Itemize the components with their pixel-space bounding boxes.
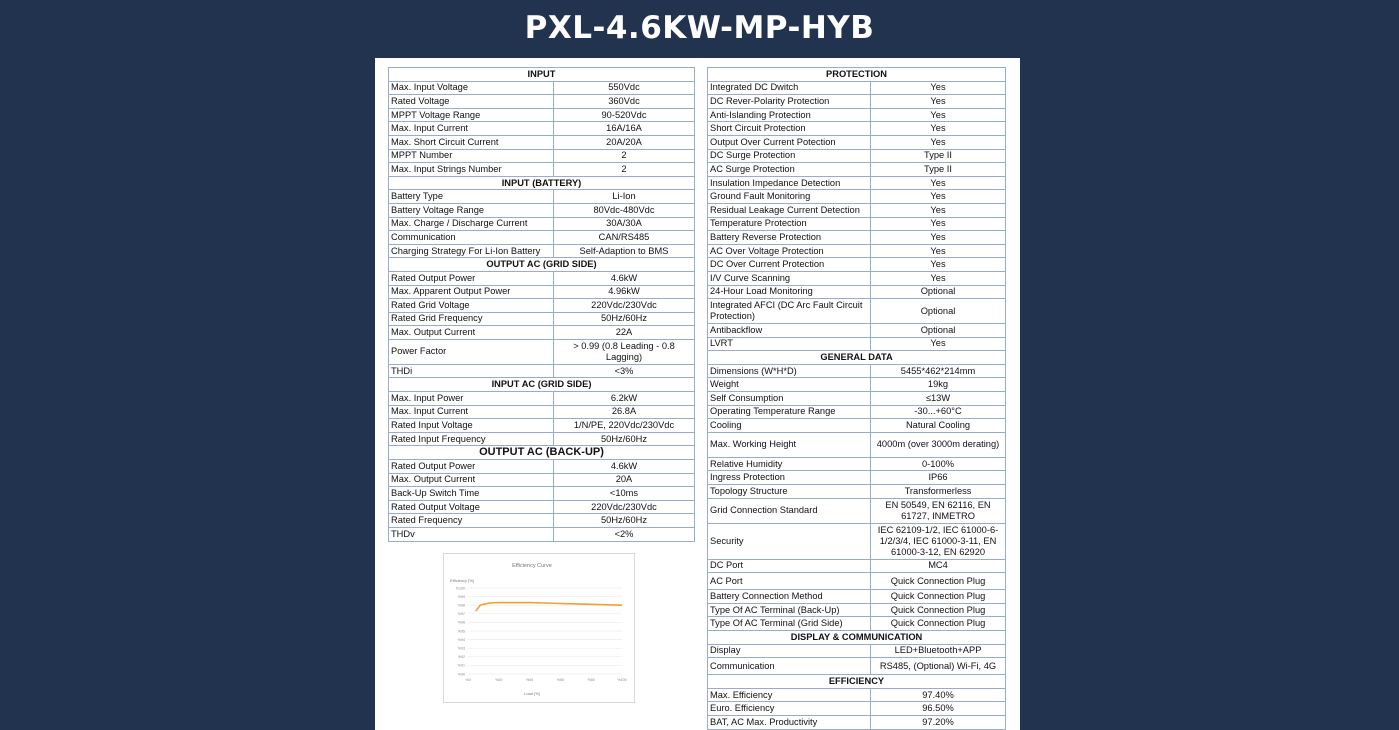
spec-label: Max. Input Current bbox=[389, 122, 554, 136]
spec-label: THDi bbox=[389, 364, 554, 378]
section-heading: INPUT AC (GRID SIDE) bbox=[389, 378, 695, 392]
spec-row bbox=[389, 244, 695, 258]
spec-label: Rated Output Power bbox=[389, 460, 554, 474]
spec-value: Optional bbox=[871, 299, 1006, 324]
spec-label: Max. Short Circuit Current bbox=[389, 135, 554, 149]
spec-value: Quick Connection Plug bbox=[871, 603, 1006, 617]
spec-label: Max. Output Current bbox=[389, 473, 554, 487]
spec-value: LED+Bluetooth+APP bbox=[871, 644, 1006, 658]
spec-value: <3% bbox=[554, 364, 695, 378]
spec-value: 20A bbox=[554, 473, 695, 487]
spec-value: 80Vdc-480Vdc bbox=[554, 203, 695, 217]
spec-row bbox=[389, 405, 695, 419]
spec-label: Power Factor bbox=[389, 339, 554, 364]
spec-row bbox=[389, 326, 695, 340]
spec-row bbox=[708, 658, 1006, 675]
spec-label: Max. Output Current bbox=[389, 326, 554, 340]
spec-value: Yes bbox=[871, 217, 1006, 231]
spec-table-right bbox=[707, 67, 1006, 730]
spec-label: AC Port bbox=[708, 573, 871, 590]
spec-value: 550Vdc bbox=[554, 81, 695, 95]
spec-value: Quick Connection Plug bbox=[871, 617, 1006, 631]
chart-y-tick-label: %90 bbox=[457, 672, 465, 677]
spec-row bbox=[389, 135, 695, 149]
spec-row bbox=[708, 203, 1006, 217]
spec-value: Yes bbox=[871, 337, 1006, 351]
spec-value: <10ms bbox=[554, 487, 695, 501]
spec-row bbox=[389, 108, 695, 122]
spec-label: Max. Input Voltage bbox=[389, 81, 554, 95]
chart-x-tick-label: %60 bbox=[556, 678, 565, 682]
spec-label: Max. Working Height bbox=[708, 432, 871, 457]
spec-label: Insulation Impedance Detection bbox=[708, 176, 871, 190]
spec-row bbox=[708, 81, 1006, 95]
spec-label: Max. Efficiency bbox=[708, 688, 871, 702]
spec-label: DC Over Current Protection bbox=[708, 258, 871, 272]
spec-value: 97.20% bbox=[871, 715, 1006, 729]
spec-row bbox=[708, 523, 1006, 559]
spec-label: Temperature Protection bbox=[708, 217, 871, 231]
spec-value: 360Vdc bbox=[554, 95, 695, 109]
spec-row bbox=[708, 244, 1006, 258]
spec-row bbox=[708, 457, 1006, 471]
spec-label: Max. Input Strings Number bbox=[389, 163, 554, 177]
spec-value: 50Hz/60Hz bbox=[554, 514, 695, 528]
spec-row bbox=[708, 498, 1006, 523]
spec-row bbox=[708, 603, 1006, 617]
spec-value: <2% bbox=[554, 528, 695, 542]
section-heading-row bbox=[708, 68, 1006, 82]
spec-value: Yes bbox=[871, 108, 1006, 122]
spec-label: AC Surge Protection bbox=[708, 163, 871, 177]
spec-value: MC4 bbox=[871, 559, 1006, 573]
spec-row bbox=[708, 149, 1006, 163]
spec-label: Output Over Current Potection bbox=[708, 135, 871, 149]
spec-row bbox=[389, 312, 695, 326]
spec-row bbox=[389, 432, 695, 446]
spec-row bbox=[708, 573, 1006, 590]
spec-value: 50Hz/60Hz bbox=[554, 432, 695, 446]
spec-value: Natural Cooling bbox=[871, 419, 1006, 433]
spec-row bbox=[389, 217, 695, 231]
section-heading-row bbox=[708, 631, 1006, 645]
section-heading-row bbox=[708, 675, 1006, 689]
spec-value: Optional bbox=[871, 285, 1006, 299]
spec-row bbox=[389, 299, 695, 313]
section-heading: OUTPUT AC (BACK-UP) bbox=[389, 446, 695, 460]
chart-y-tick-label: %92 bbox=[457, 655, 465, 660]
section-heading-row bbox=[708, 351, 1006, 365]
spec-label: Max. Input Current bbox=[389, 405, 554, 419]
spec-label: Rated Input Voltage bbox=[389, 419, 554, 433]
spec-label: THDv bbox=[389, 528, 554, 542]
section-heading: DISPLAY & COMMUNICATION bbox=[708, 631, 1006, 645]
spec-label: Rated Output Power bbox=[389, 271, 554, 285]
spec-label: Communication bbox=[389, 231, 554, 245]
spec-row bbox=[389, 163, 695, 177]
spec-value: Quick Connection Plug bbox=[871, 590, 1006, 604]
spec-label: Cooling bbox=[708, 419, 871, 433]
spec-value: CAN/RS485 bbox=[554, 231, 695, 245]
spec-label: Integrated DC Dwitch bbox=[708, 81, 871, 95]
chart-y-tick-label: %99 bbox=[457, 594, 465, 599]
spec-row bbox=[708, 485, 1006, 499]
spec-value: 16A/16A bbox=[554, 122, 695, 136]
spec-label: Rated Input Frequency bbox=[389, 432, 554, 446]
spec-row bbox=[708, 337, 1006, 351]
spec-row bbox=[708, 702, 1006, 716]
spec-label: MPPT Voltage Range bbox=[389, 108, 554, 122]
spec-row bbox=[708, 285, 1006, 299]
spec-row bbox=[708, 95, 1006, 109]
spec-label: Grid Connection Standard bbox=[708, 498, 871, 523]
spec-value: 50Hz/60Hz bbox=[554, 312, 695, 326]
spec-value: 4000m (over 3000m derating) bbox=[871, 432, 1006, 457]
spec-value: 26.8A bbox=[554, 405, 695, 419]
spec-value: Yes bbox=[871, 122, 1006, 136]
spec-value: ≤13W bbox=[871, 392, 1006, 406]
chart-x-axis-label: Load [%] bbox=[524, 691, 540, 696]
spec-row bbox=[389, 95, 695, 109]
spec-value: Yes bbox=[871, 81, 1006, 95]
chart-x-tick-label: %40 bbox=[525, 678, 534, 682]
spec-value: RS485, (Optional) Wi-Fi, 4G bbox=[871, 658, 1006, 675]
spec-label: Display bbox=[708, 644, 871, 658]
spec-label: BAT, AC Max. Productivity bbox=[708, 715, 871, 729]
spec-label: LVRT bbox=[708, 337, 871, 351]
spec-row bbox=[708, 378, 1006, 392]
spec-value: > 0.99 (0.8 Leading - 0.8 Lagging) bbox=[554, 339, 695, 364]
spec-row bbox=[389, 500, 695, 514]
spec-value: 19kg bbox=[871, 378, 1006, 392]
spec-value: Yes bbox=[871, 95, 1006, 109]
spec-label: Euro. Efficiency bbox=[708, 702, 871, 716]
spec-label: Battery Voltage Range bbox=[389, 203, 554, 217]
spec-label: Operating Temperature Range bbox=[708, 405, 871, 419]
spec-row bbox=[708, 108, 1006, 122]
spec-label: Ground Fault Monitoring bbox=[708, 190, 871, 204]
spec-row bbox=[708, 405, 1006, 419]
spec-value: 4.6kW bbox=[554, 460, 695, 474]
spec-value: 220Vdc/230Vdc bbox=[554, 500, 695, 514]
spec-label: 24-Hour Load Monitoring bbox=[708, 285, 871, 299]
spec-row bbox=[389, 271, 695, 285]
spec-label: Max. Input Power bbox=[389, 392, 554, 406]
spec-label: MPPT Number bbox=[389, 149, 554, 163]
spec-value: 20A/20A bbox=[554, 135, 695, 149]
spec-value: 6.2kW bbox=[554, 392, 695, 406]
spec-value: 1/N/PE, 220Vdc/230Vdc bbox=[554, 419, 695, 433]
spec-row bbox=[389, 339, 695, 364]
spec-value: IEC 62109-1/2, IEC 61000-6-1/2/3/4, IEC 61000-3-11, EN 61000-3-12, EN 62920 bbox=[871, 523, 1006, 559]
section-heading: PROTECTION bbox=[708, 68, 1006, 82]
chart-y-tick-label: %98 bbox=[457, 603, 465, 608]
spec-value: Yes bbox=[871, 190, 1006, 204]
section-heading: INPUT (BATTERY) bbox=[389, 176, 695, 190]
chart-y-tick-label: %96 bbox=[457, 620, 465, 625]
chart-x-tick-label: %80 bbox=[587, 678, 595, 682]
spec-row bbox=[389, 392, 695, 406]
spec-value: 96.50% bbox=[871, 702, 1006, 716]
chart-y-tick-label: %91 bbox=[457, 663, 465, 668]
efficiency-curve-svg bbox=[444, 554, 634, 702]
spec-row bbox=[389, 528, 695, 542]
spec-row bbox=[389, 364, 695, 378]
spec-label: Ingress Protection bbox=[708, 471, 871, 485]
spec-label: Security bbox=[708, 523, 871, 559]
spec-label: Relative Humidity bbox=[708, 457, 871, 471]
spec-label: Battery Reverse Protection bbox=[708, 231, 871, 245]
spec-row bbox=[708, 231, 1006, 245]
spec-label: Type Of AC Terminal (Grid Side) bbox=[708, 617, 871, 631]
spec-row bbox=[389, 190, 695, 204]
spec-row bbox=[708, 617, 1006, 631]
spec-table-left bbox=[388, 67, 695, 542]
spec-value: 2 bbox=[554, 149, 695, 163]
spec-label: Residual Leakage Current Detection bbox=[708, 203, 871, 217]
spec-row bbox=[708, 324, 1006, 338]
spec-value: Yes bbox=[871, 176, 1006, 190]
spec-row bbox=[708, 432, 1006, 457]
spec-row bbox=[389, 514, 695, 528]
spec-value: Self-Adaption to BMS bbox=[554, 244, 695, 258]
spec-value: Yes bbox=[871, 244, 1006, 258]
spec-label: Max. Apparent Output Power bbox=[389, 285, 554, 299]
spec-value: 97.40% bbox=[871, 688, 1006, 702]
spec-label: I/V Curve Scanning bbox=[708, 271, 871, 285]
spec-label: Rated Grid Voltage bbox=[389, 299, 554, 313]
spec-value: Li-Ion bbox=[554, 190, 695, 204]
spec-row bbox=[708, 217, 1006, 231]
section-heading-row bbox=[389, 446, 695, 460]
spec-label: DC Surge Protection bbox=[708, 149, 871, 163]
spec-row bbox=[708, 258, 1006, 272]
spec-value: 0-100% bbox=[871, 457, 1006, 471]
spec-row bbox=[389, 460, 695, 474]
spec-value: Yes bbox=[871, 271, 1006, 285]
spec-label: Back-Up Switch Time bbox=[389, 487, 554, 501]
section-heading-row bbox=[389, 176, 695, 190]
spec-value: 90-520Vdc bbox=[554, 108, 695, 122]
spec-row bbox=[389, 203, 695, 217]
spec-label: Type Of AC Terminal (Back-Up) bbox=[708, 603, 871, 617]
spec-label: Max. Charge / Discharge Current bbox=[389, 217, 554, 231]
spec-row bbox=[708, 644, 1006, 658]
spec-label: Anti-Islanding Protection bbox=[708, 108, 871, 122]
spec-value: Yes bbox=[871, 231, 1006, 245]
spec-value: 220Vdc/230Vdc bbox=[554, 299, 695, 313]
spec-row bbox=[389, 473, 695, 487]
spec-label: Short Circuit Protection bbox=[708, 122, 871, 136]
spec-value: Type II bbox=[871, 163, 1006, 177]
chart-title: Efficiency Curve bbox=[512, 563, 552, 569]
spec-row bbox=[708, 122, 1006, 136]
spec-label: Rated Grid Frequency bbox=[389, 312, 554, 326]
spec-value: Yes bbox=[871, 203, 1006, 217]
section-heading-row bbox=[389, 258, 695, 272]
chart-y-tick-label: %94 bbox=[457, 637, 465, 642]
spec-value: 2 bbox=[554, 163, 695, 177]
spec-row bbox=[389, 81, 695, 95]
spec-value: 22A bbox=[554, 326, 695, 340]
spec-value: 5455*462*214mm bbox=[871, 364, 1006, 378]
spec-row bbox=[708, 715, 1006, 729]
spec-label: AC Over Voltage Protection bbox=[708, 244, 871, 258]
spec-label: DC Rever-Polarity Protection bbox=[708, 95, 871, 109]
spec-label: Integrated AFCI (DC Arc Fault Circuit Protection) bbox=[708, 299, 871, 324]
spec-value: Transformerless bbox=[871, 485, 1006, 499]
spec-row bbox=[708, 392, 1006, 406]
spec-label: Dimensions (W*H*D) bbox=[708, 364, 871, 378]
section-heading: EFFICIENCY bbox=[708, 675, 1006, 689]
spec-row bbox=[389, 487, 695, 501]
spec-label: Rated Voltage bbox=[389, 95, 554, 109]
chart-y-tick-label: %93 bbox=[457, 646, 465, 651]
spec-label: Topology Structure bbox=[708, 485, 871, 499]
chart-y-tick-label: %100 bbox=[455, 586, 465, 591]
spec-label: Rated Frequency bbox=[389, 514, 554, 528]
spec-value: IP66 bbox=[871, 471, 1006, 485]
section-heading-row bbox=[389, 378, 695, 392]
spec-label: Weight bbox=[708, 378, 871, 392]
spec-row bbox=[389, 285, 695, 299]
spec-row bbox=[389, 419, 695, 433]
chart-y-tick-label: %95 bbox=[457, 629, 465, 634]
spec-value: Optional bbox=[871, 324, 1006, 338]
chart-y-axis-label: Efficiency [%] bbox=[450, 578, 474, 583]
efficiency-curve-chart bbox=[443, 553, 635, 703]
spec-row bbox=[708, 135, 1006, 149]
spec-label: Self Consumption bbox=[708, 392, 871, 406]
spec-row bbox=[708, 559, 1006, 573]
section-heading: OUTPUT AC (GRID SIDE) bbox=[389, 258, 695, 272]
spec-row bbox=[708, 163, 1006, 177]
chart-y-tick-label: %97 bbox=[457, 612, 465, 617]
chart-x-tick-label: %0 bbox=[465, 678, 471, 682]
spec-label: Antibackflow bbox=[708, 324, 871, 338]
spec-value: 30A/30A bbox=[554, 217, 695, 231]
section-heading: INPUT bbox=[389, 68, 695, 82]
page-title: PXL-4.6KW-MP-HYB bbox=[524, 10, 875, 46]
spec-label: DC Port bbox=[708, 559, 871, 573]
spec-value: 4.96kW bbox=[554, 285, 695, 299]
spec-row bbox=[708, 590, 1006, 604]
spec-label: Battery Connection Method bbox=[708, 590, 871, 604]
chart-x-tick-label: %100 bbox=[617, 678, 627, 682]
spec-row bbox=[708, 688, 1006, 702]
spec-row bbox=[708, 190, 1006, 204]
spec-row bbox=[389, 122, 695, 136]
spec-row bbox=[708, 299, 1006, 324]
chart-x-tick-label: %20 bbox=[495, 678, 503, 682]
spec-label: Charging Strategy For Li-Ion Battery bbox=[389, 244, 554, 258]
spec-row bbox=[389, 231, 695, 245]
spec-value: Yes bbox=[871, 258, 1006, 272]
spec-row bbox=[708, 176, 1006, 190]
spec-row bbox=[708, 271, 1006, 285]
section-heading: GENERAL DATA bbox=[708, 351, 1006, 365]
spec-value: Type II bbox=[871, 149, 1006, 163]
spec-value: EN 50549, EN 62116, EN 61727, INMETRO bbox=[871, 498, 1006, 523]
spec-value: Quick Connection Plug bbox=[871, 573, 1006, 590]
spec-row bbox=[708, 471, 1006, 485]
efficiency-series-line bbox=[476, 603, 622, 612]
section-heading-row bbox=[389, 68, 695, 82]
spec-value: -30...+60°C bbox=[871, 405, 1006, 419]
spec-label: Communication bbox=[708, 658, 871, 675]
spec-value: Yes bbox=[871, 135, 1006, 149]
spec-value: 4.6kW bbox=[554, 271, 695, 285]
spec-label: Rated Output Voltage bbox=[389, 500, 554, 514]
spec-label: Battery Type bbox=[389, 190, 554, 204]
spec-row bbox=[708, 419, 1006, 433]
spec-row bbox=[708, 364, 1006, 378]
spec-row bbox=[389, 149, 695, 163]
